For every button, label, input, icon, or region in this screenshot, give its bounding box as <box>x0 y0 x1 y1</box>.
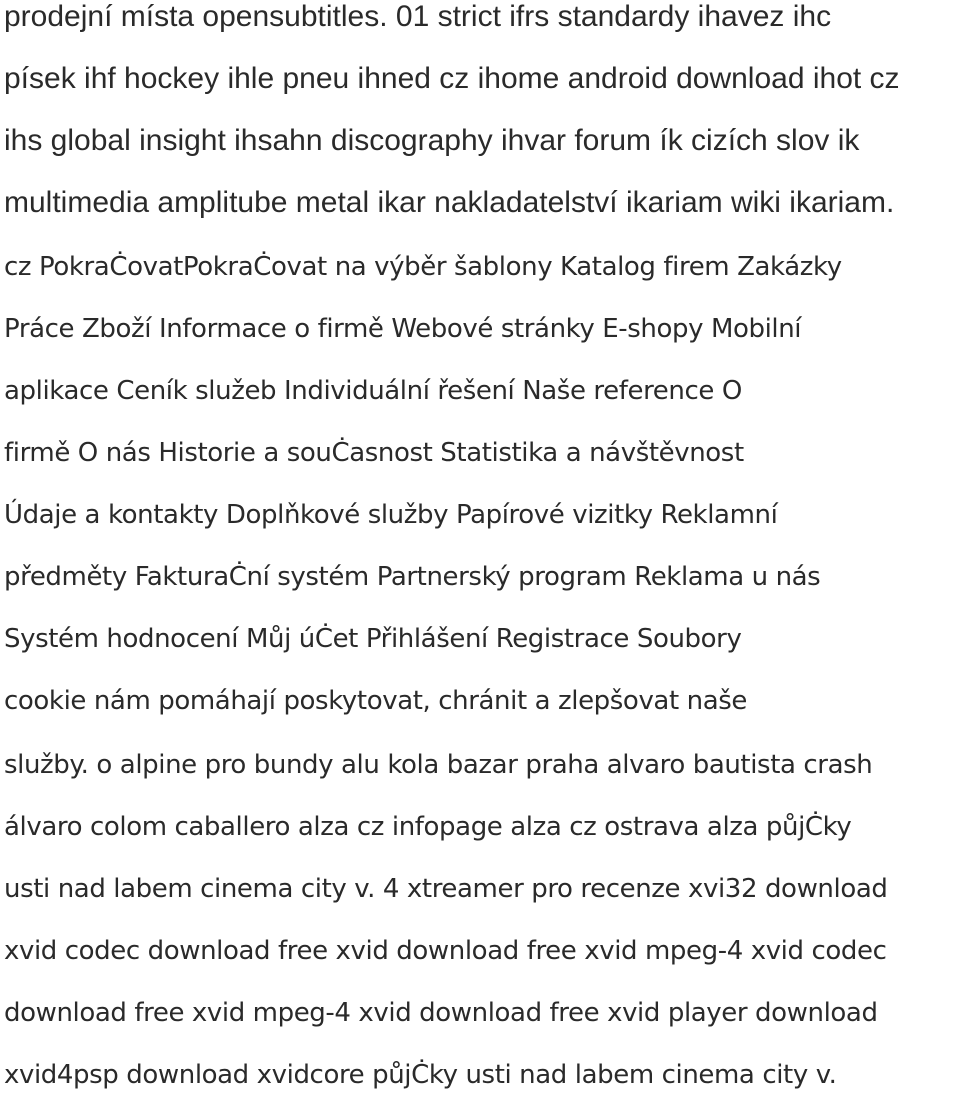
text-line: Práce Zboží Informace o firmě Webové stránky E-shopy Mobilní <box>4 314 802 344</box>
text-line: xvid4psp download xvidcore půjĊky usti nad labem cinema city v. <box>4 1060 837 1090</box>
text-line: multimedia amplitube metal ikar nakladatelství ikariam wiki ikariam. <box>4 186 895 219</box>
text-line: cz PokraĊovatPokraĊovat na výběr šablony Katalog firem Zakázky <box>4 252 842 282</box>
text-line: cookie nám pomáhají poskytovat, chránit a zlepšovat naše <box>4 686 747 716</box>
text-line: služby. o alpine pro bundy alu kola bazar praha alvaro bautista crash <box>4 750 873 780</box>
text-line: download free xvid mpeg-4 xvid download free xvid player download <box>4 998 878 1028</box>
text-line: xvid codec download free xvid download free xvid mpeg-4 xvid codec <box>4 936 887 966</box>
text-line: álvaro colom caballero alza cz infopage alza cz ostrava alza půjĊky <box>4 812 852 842</box>
text-line: předměty FakturaĊní systém Partnerský program Reklama u nás <box>4 562 821 592</box>
text-line: prodejní místa opensubtitles. 01 strict ifrs standardy ihavez ihc <box>4 0 832 33</box>
text-line: Systém hodnocení Můj úĊet Přihlášení Registrace Soubory <box>4 624 742 654</box>
text-line: písek ihf hockey ihle pneu ihned cz ihome android download ihot cz <box>4 62 900 95</box>
text-line: usti nad labem cinema city v. 4 xtreamer pro recenze xvi32 download <box>4 874 888 904</box>
text-line: aplikace Ceník služeb Individuální řešení Naše reference O <box>4 376 742 406</box>
text-line: ihs global insight ihsahn discography ihvar forum ík cizích slov ik <box>4 124 860 157</box>
text-line: firmě O nás Historie a souĊasnost Statistika a návštěvnost <box>4 438 744 468</box>
text-line: Údaje a kontakty Doplňkové služby Papírové vizitky Reklamní <box>4 500 778 530</box>
